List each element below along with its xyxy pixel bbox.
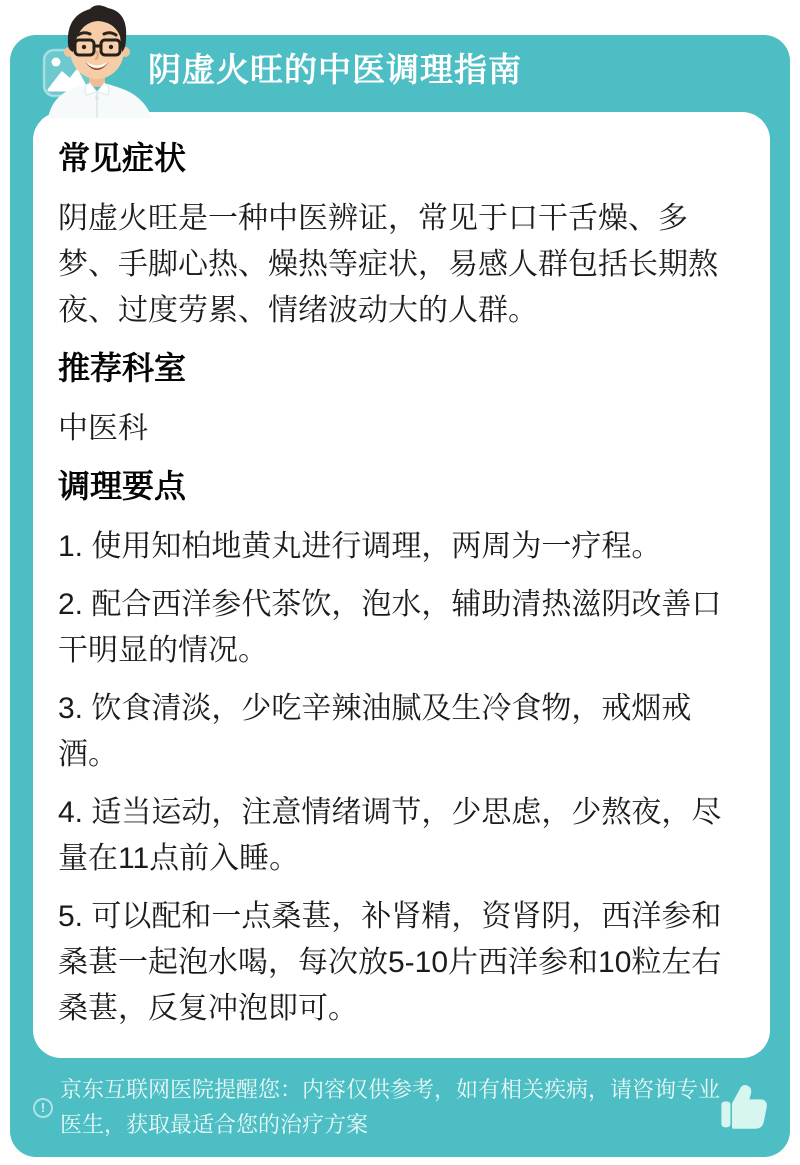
- department-heading: 推荐科室: [58, 350, 187, 386]
- list-item: 1. 使用知柏地黄丸进行调理，两周为一疗程。: [58, 530, 662, 563]
- page-title: 阴虚火旺的中医调理指南: [148, 51, 522, 88]
- list-item: 4. 适当运动，注意情绪调节，少思虑，少熬夜，尽量在11点前入睡。: [58, 796, 722, 875]
- list-item: 3. 饮食清淡，少吃辛辣油腻及生冷食物，戒烟戒酒。: [58, 692, 692, 771]
- doctor-avatar: [40, 0, 180, 118]
- list-item: 5. 可以配和一点桑葚，补肾精，资肾阴，西洋参和桑葚一起泡水喝，每次放5-10片西洋参和10粒左右桑葚，反复冲泡即可。: [58, 900, 722, 1025]
- symptoms-heading: 常见症状: [58, 140, 187, 176]
- list-item: 2. 配合西洋参代茶饮，泡水，辅助清热滋阴改善口干明显的情况。: [58, 588, 722, 667]
- department-value: 中医科: [58, 412, 148, 445]
- points-heading: 调理要点: [58, 468, 187, 504]
- footer-disclaimer: 京东互联网医院提醒您：内容仅供参考，如有相关疾病，请咨询专业医生，获取最适合您的治疗方案: [60, 1077, 721, 1137]
- thumbs-up-icon[interactable]: [716, 1082, 772, 1134]
- symptoms-paragraph: 阴虚火旺是一种中医辨证，常见于口干舌燥、多梦、手脚心热、燥热等症状，易感人群包括长期熬夜、过度劳累、情绪波动大的人群。: [58, 202, 718, 327]
- exclamation-circle-icon: !: [33, 1098, 53, 1118]
- content-card: [33, 112, 770, 1058]
- doctor-avatar-graphic: [40, 0, 180, 118]
